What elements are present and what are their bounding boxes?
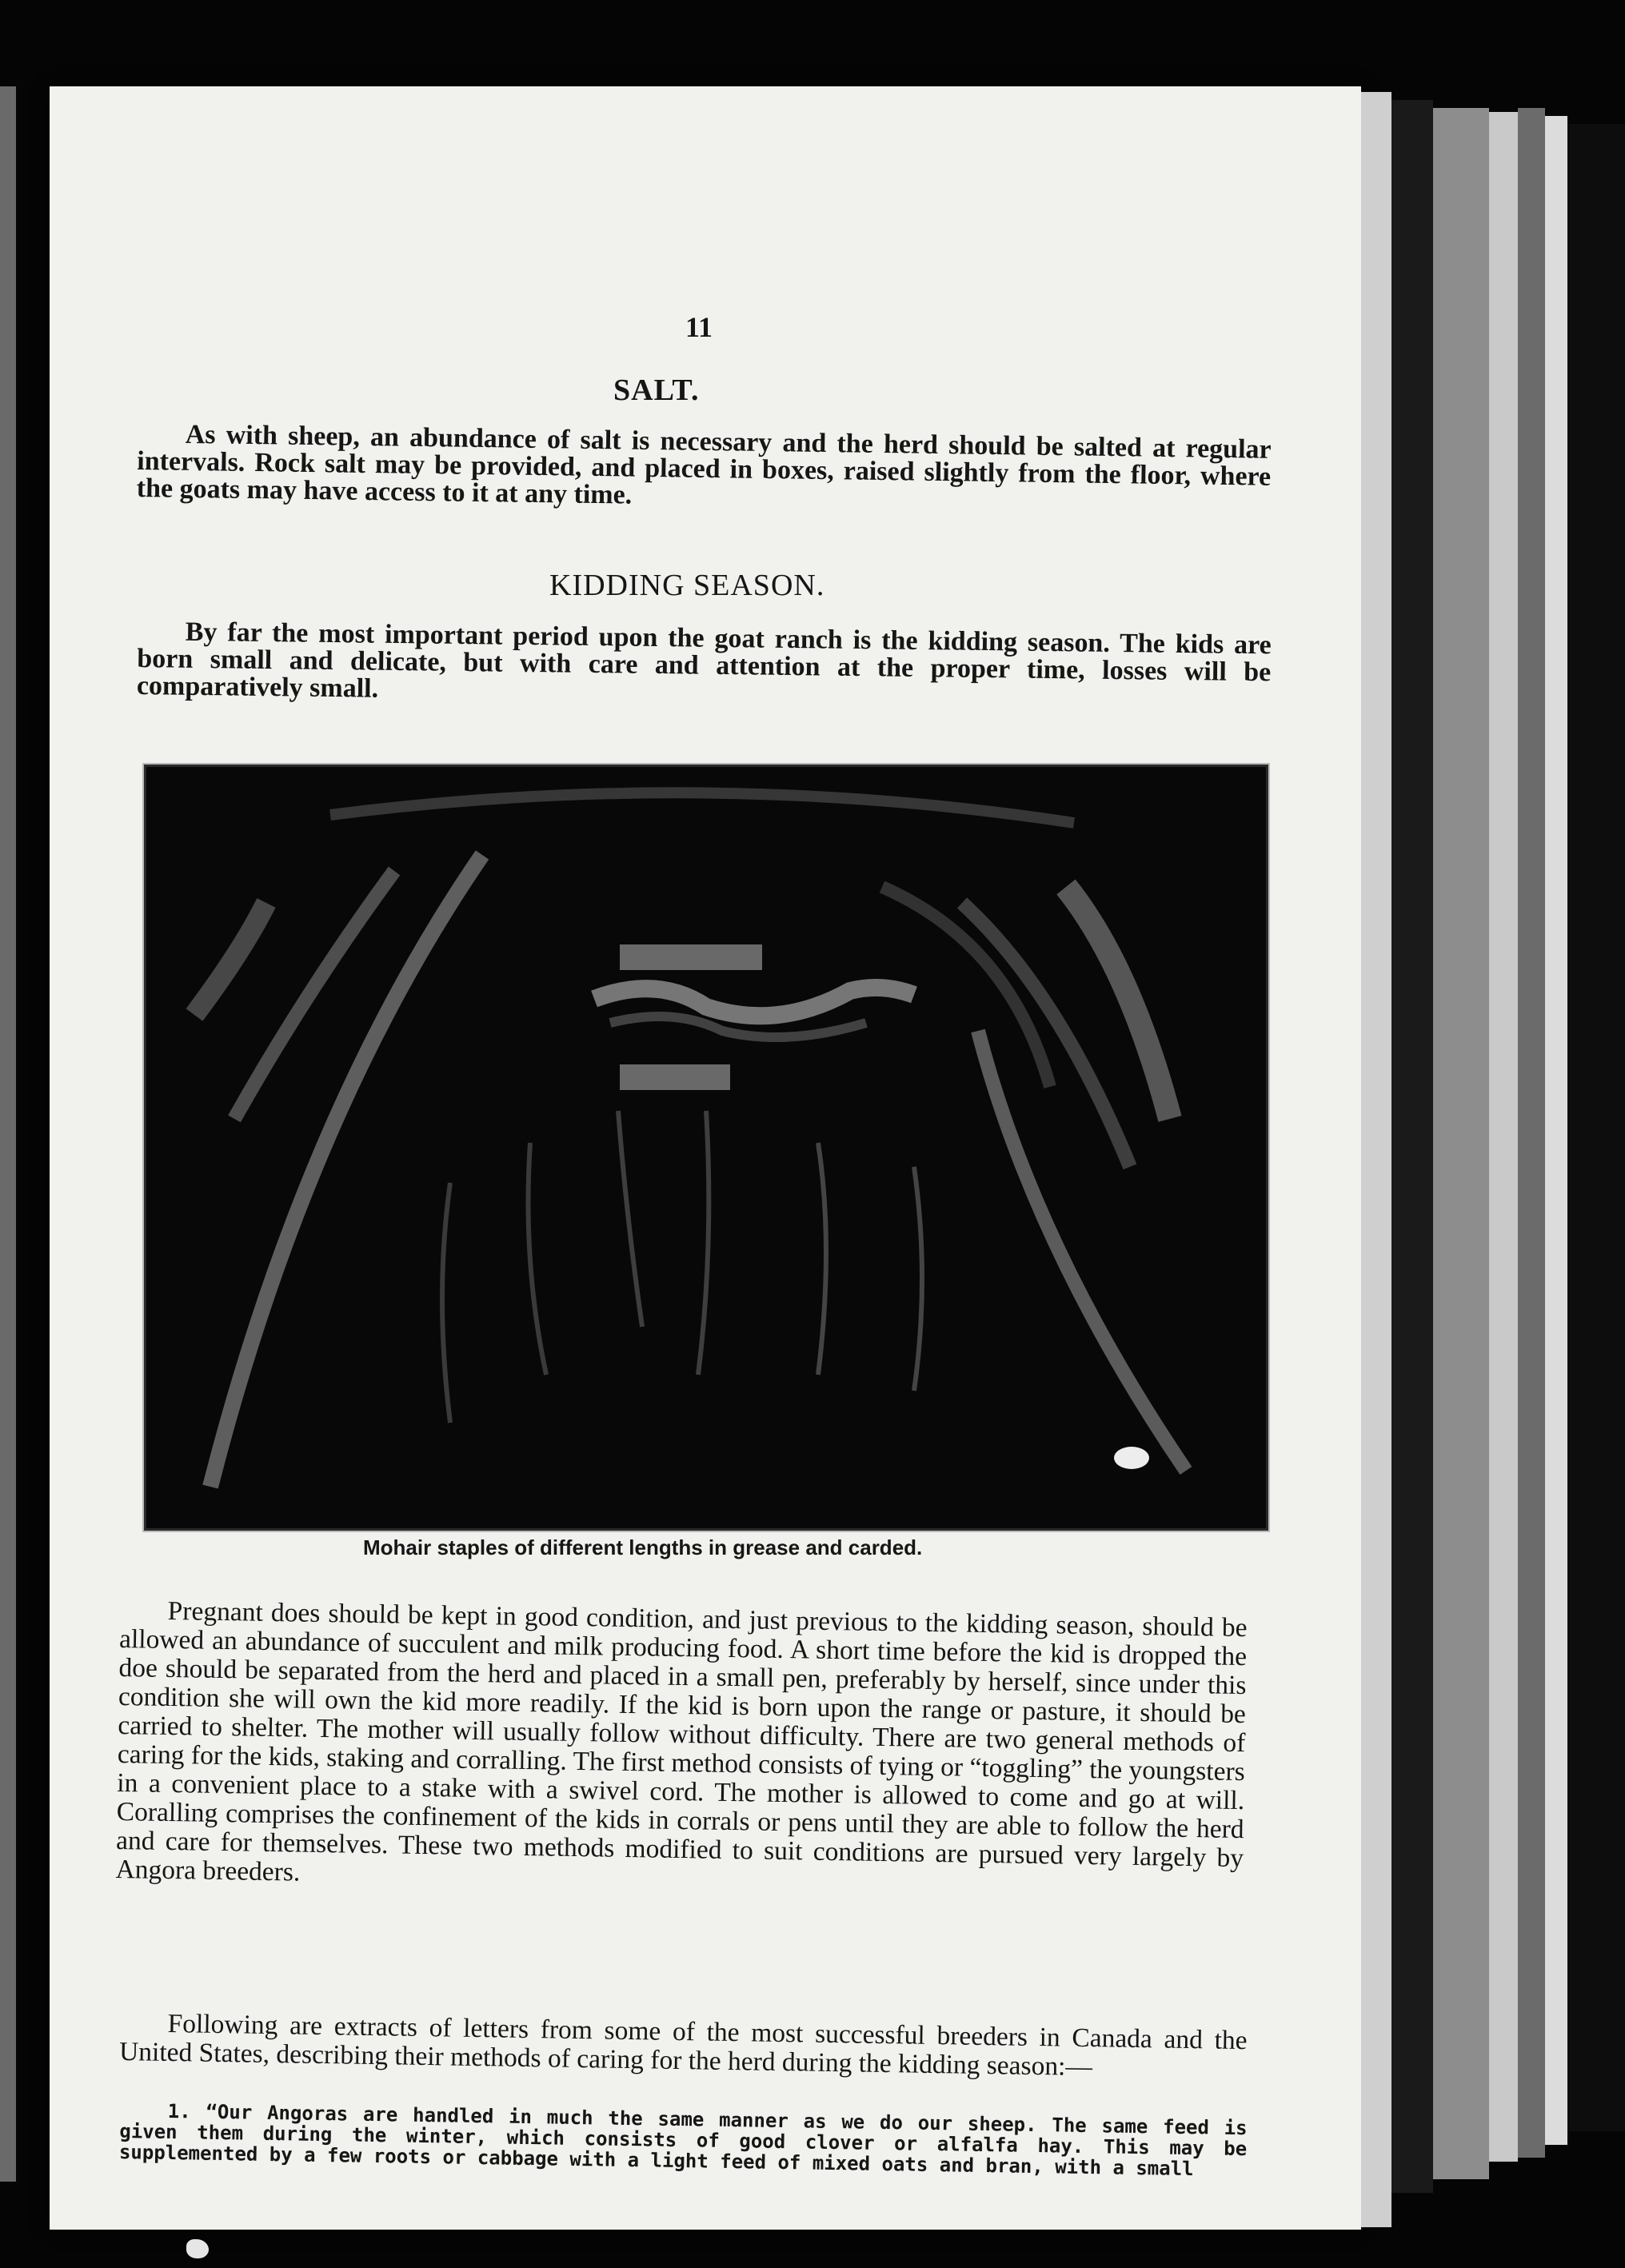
section-paragraph-kidding-season: By far the most important period upon the goat ranch is the kidding season. The kids are born small and delicate, but with care and attention at the proper time, losses will be comparatively small. (136, 617, 1272, 704)
section-paragraph-salt: As with sheep, an abundance of salt is necessary and the herd should be salted at regular intervals. Rock salt may be provided, and placed in boxes, raised slightly from the floor, where the goats may have access to it at any time. (136, 419, 1272, 510)
book-spine-binding (1361, 92, 1625, 2227)
footnote-letter-1: 1. “Our Angoras are handled in much the same manner as we do our sheep. The same feed is given them during the winter, which consists of good clover or alfalfa hay. This may be supplemented by a few roots or cabbage with a light feed of mixed oats and bran, with a small (118, 2099, 1248, 2181)
facing-page-edge (0, 86, 16, 2182)
mohair-staples-illustration (146, 767, 1266, 1528)
body-paragraph-letters-intro: Following are extracts of letters from some of the most successful breeders in Canada and the United States, describing their methods of caring for the herd during the kidding season:— (118, 2008, 1248, 2082)
section-heading-kidding-season: KIDDING SEASON. (549, 569, 825, 602)
scan-artifact (186, 2239, 209, 2258)
body-paragraph-pregnant-does: Pregnant does should be kept in good condition, and just previous to the kidding season, should be allowed an abundance of succulent and milk producing food. A short time before the kid is dropped the doe should be separated from the herd and placed in a small pen, preferably by herself, since under this condition she will own the kid more readily. If the kid is born upon the range or pasture, it should be carried to shelter. The mother will usually follow without difficulty. There are two general methods of caring for the kids, staking and corralling. The first method consists of tying or “toggling” the youngsters in a convenient place to a stake with a swivel cord. The mother is allowed to come and go at will. Coralling comprises the confinement of the kids in corrals or pens until they are able to follow the herd and care for themselves. These two methods modified to suit conditions are pursued very largely by Angora breeders. (115, 1595, 1248, 1887)
section-heading-salt: SALT. (613, 373, 700, 407)
figure-caption: Mohair staples of different lengths in grease and carded. (363, 1535, 923, 1559)
page-number: 11 (685, 311, 713, 343)
mohair-staples-photograph (144, 765, 1268, 1531)
book-page (50, 86, 1361, 2230)
